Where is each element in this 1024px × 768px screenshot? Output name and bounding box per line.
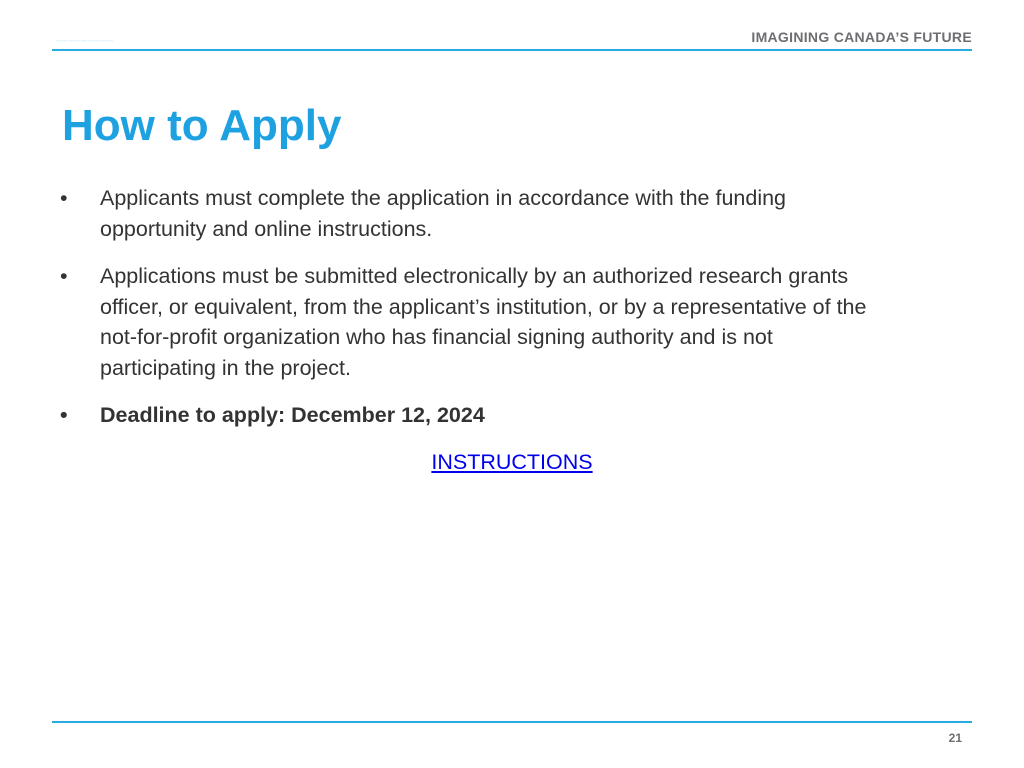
- page-number: 21: [948, 731, 962, 745]
- top-divider: [52, 49, 972, 51]
- bullet-icon: •: [60, 186, 68, 210]
- bullet-icon: •: [60, 403, 68, 427]
- bullet-item-deadline: [60, 400, 890, 431]
- faint-logo-mark: ━━━━━━━━━: [56, 36, 114, 46]
- slide-title: How to Apply: [62, 101, 342, 150]
- link-container: [0, 450, 1024, 475]
- bullet-item-application: [60, 183, 890, 244]
- bullet-icon: •: [60, 264, 68, 288]
- instructions-link[interactable]: INSTRUCTIONS: [431, 450, 593, 474]
- bullet-item-submission: [60, 261, 890, 383]
- bottom-divider: [52, 721, 972, 723]
- bullet-text: Applications must be submitted electronically by an authorized research grants officer, or equivalent, from the applicant’s institution, or by a representative of the not-for-profit organization who has financial signing authority and is not participating in the project.: [100, 264, 867, 380]
- header-label: IMAGINING CANADA’S FUTURE: [751, 29, 972, 45]
- bullet-list: [60, 183, 890, 448]
- bullet-text: Deadline to apply: December 12, 2024: [100, 403, 485, 427]
- bullet-text: Applicants must complete the application in accordance with the funding opportunity and online instructions.: [100, 186, 787, 241]
